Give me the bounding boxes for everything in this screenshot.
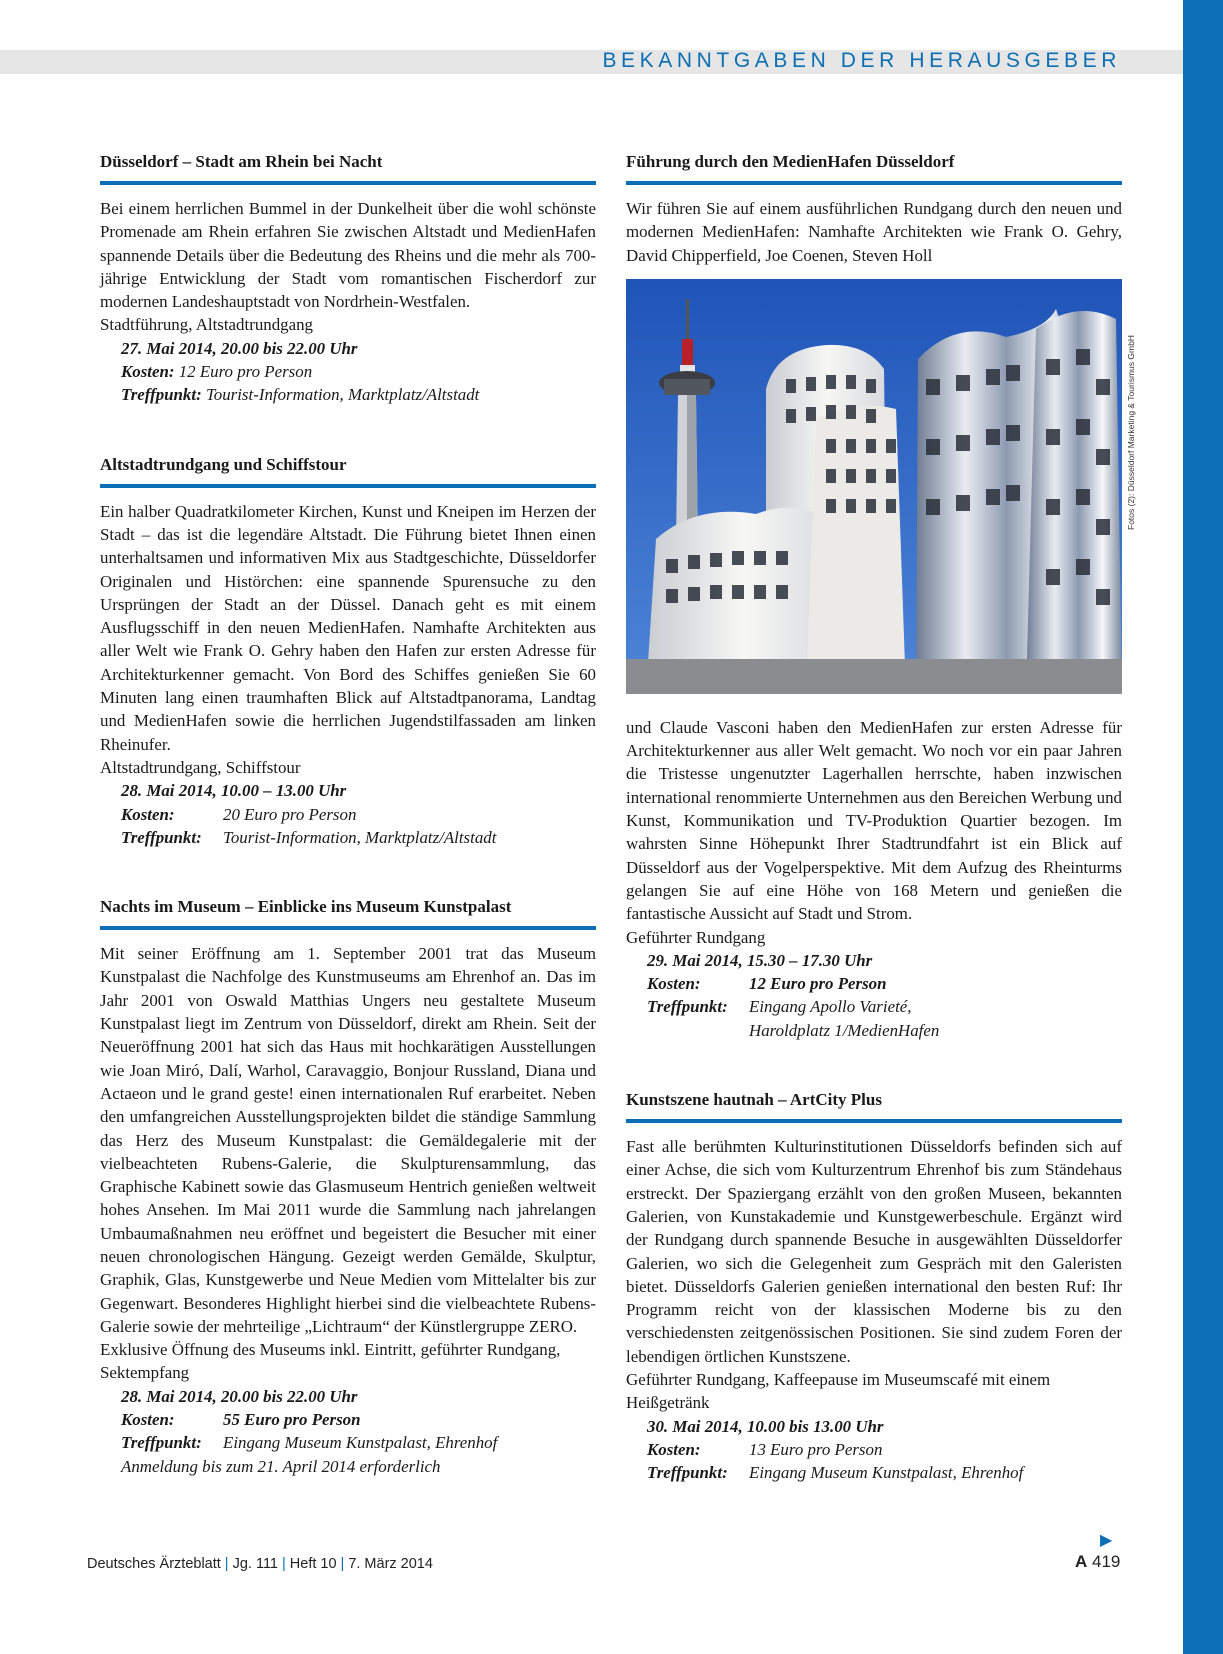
article-type: Geführter Rundgang [626, 927, 766, 947]
article-medienhafen-tour [626, 150, 1122, 1042]
meet-label: Treffpunkt: [647, 997, 728, 1017]
meet-label: Treffpunkt: [121, 827, 202, 847]
meet-value: Eingang Apollo Varieté, [749, 997, 912, 1017]
event-info [626, 1415, 1122, 1485]
meet-label: Treffpunkt: [121, 1433, 202, 1453]
gehry-buildings-image [626, 279, 1122, 694]
article-title: Kunstszene hautnah – ArtCity Plus [626, 1088, 1122, 1123]
event-info [100, 1385, 596, 1478]
article-body: Fast alle berühmten Kulturinstitutionen Düsseldorfs befinden sich auf einer Achse, die sich vom Kulturzentrum Ehrenhof bis zum Ständehaus erstreckt. Der Spaziergang erzählt von den großen Museen, bekannten Galerien, von Kunstakademie und Kunstgewerbeschule. Ergänzt wird der Rundgang durch spannende Besuche in ausgewählten Düsseldorfer Galerien, wo sich die Gelegenheit zum Gespräch mit den Galeristen bietet. Düsseldorfs Galerien genießen international den besten Ruf: Ihr Programm reicht von der klassischen Moderne bis zu den verschiedensten zeitgenössischen Positionen. Sie sind zudem Foren der lebendigen örtlichen Kunstszene. [626, 1137, 1122, 1366]
event-cost [647, 1438, 1122, 1461]
right-column [626, 150, 1122, 1485]
event-date: 27. Mai 2014, 20.00 bis 22.00 Uhr [121, 338, 358, 358]
article-type: Exklusive Öffnung des Museums inkl. Eintritt, geführter Rundgang, Sektempfang [100, 1340, 561, 1383]
meet-label: Treffpunkt: [121, 385, 202, 405]
cost-label: Kosten: [121, 1410, 175, 1430]
meet-value: Tourist-Information, Marktplatz/Altstadt [223, 827, 497, 847]
meet-value: Eingang Museum Kunstpalast, Ehrenhof [749, 1463, 1024, 1483]
cost-value: 55 Euro pro Person [223, 1410, 361, 1430]
article-body: Bei einem herrlichen Bummel in der Dunkelheit über die wohl schönste Promenade am Rhein erfahren Sie zwischen Altstadt und MedienHafen spannende Details über die Bedeutung des Rheins und die mehr als 700-jährige Entwicklung der Stadt vom romantischen Fischerdorf zur modernen Landeshauptstadt von Nordrhein-Westfalen. [100, 199, 596, 312]
event-cost [121, 360, 596, 383]
event-meeting-point [121, 383, 596, 406]
cost-label: Kosten: [647, 974, 701, 994]
meet-value: Eingang Museum Kunstpalast, Ehrenhof [223, 1433, 498, 1453]
photo-credit: Fotos (2): Düsseldorf Marketing & Tourismus GmbH [1126, 335, 1136, 530]
article-title: Altstadtrundgang und Schiffstour [100, 453, 596, 488]
journal-date: 7. März 2014 [348, 1556, 433, 1572]
article-night-tour [100, 150, 596, 407]
page-number [1075, 1552, 1120, 1572]
cost-value: 13 Euro pro Person [749, 1439, 883, 1459]
journal-issue: Heft 10 [289, 1556, 337, 1572]
article-artcity [626, 1088, 1122, 1484]
cost-label: Kosten: [647, 1439, 701, 1459]
section-title: BEKANNTGABEN DER HERAUSGEBER [602, 49, 1121, 72]
article-type: Stadtführung, Altstadtrundgang [100, 315, 313, 335]
article-body: und Claude Vasconi haben den MedienHafen zur ersten Adresse für Architekturkenner aus aller Welt gemacht. Wo noch vor ein paar Jahren die Tristesse ungenutzter Lagerhallen herrschte, haben inzwischen international renommierte Unternehmen aus den Bereichen Werbung und Kunst, Kommunikation und TV-Produktion Quartier bezogen. Im wahrsten Sinne Höhepunkt Ihrer Stadtrundfahrt ist ein Blick auf Düsseldorf aus der Vogelperspektive. Mit dem Aufzug des Rheinturms gelangen Sie auf eine Höhe von 168 Metern und genießen die fantastische Aussicht auf Stadt und Strom. [626, 717, 1122, 924]
event-meeting-point [647, 995, 1122, 1018]
event-cost [647, 972, 1122, 995]
article-type: Geführter Rundgang, Kaffeepause im Museumscafé mit einem Heißgetränk [626, 1370, 1051, 1413]
article-title: Nachts im Museum – Einblicke ins Museum Kunstpalast [100, 895, 596, 930]
event-cost [121, 803, 596, 826]
article-title: Führung durch den MedienHafen Düsseldorf [626, 150, 1122, 185]
event-date: 30. Mai 2014, 10.00 bis 13.00 Uhr [647, 1416, 884, 1436]
event-info [100, 337, 596, 407]
page-prefix: A [1075, 1552, 1088, 1571]
event-meeting-point-line2 [647, 1019, 1122, 1042]
cost-label: Kosten: [121, 362, 175, 382]
article-type: Altstadtrundgang, Schiffstour [100, 757, 301, 777]
cost-value: 20 Euro pro Person [223, 804, 357, 824]
event-meeting-point [121, 826, 596, 849]
blue-side-bar [1183, 0, 1223, 1654]
meet-label: Treffpunkt: [647, 1463, 728, 1483]
event-meeting-point [121, 1431, 596, 1454]
event-info [100, 779, 596, 849]
event-info [626, 949, 1122, 1042]
medienhafen-photo [626, 279, 1122, 694]
event-date: 28. Mai 2014, 10.00 – 13.00 Uhr [121, 781, 347, 801]
event-date: 29. Mai 2014, 15.30 – 17.30 Uhr [647, 950, 873, 970]
footer: Deutsches Ärzteblatt | Jg. 111 | Heft 10 | 7. März 2014 [87, 1556, 433, 1572]
article-museum-night [100, 895, 596, 1478]
article-body-intro: Wir führen Sie auf einem ausführlichen Rundgang durch den neuen und modernen MedienHafen: Namhafte Architekten wie Frank O. Gehry, David Chipperfield, Joe Coenen, Steven Holl [626, 199, 1122, 265]
article-body: Ein halber Quadratkilometer Kirchen, Kunst und Kneipen im Herzen der Stadt – das ist die legendäre Altstadt. Die Führung bietet Ihnen einen unterhaltsamen und informativen Mix aus Stadtgeschichte, Düsseldorfer Originalen und Histörchen: eine spannende Spurensuche zu den Ursprüngen der Stadt an der Düssel. Danach geht es mit einem Ausflugsschiff in den neuen MedienHafen. Namhafte Architekten aus aller Welt wie Frank O. Gehry haben den Hafen zur ersten Adresse für Architekturkenner gemacht. Von Bord des Schiffes genießen Sie 60 Minuten lang einen traumhaften Blick auf Altstadtpanorama, Landtag und MedienHafen sowie die herrlichen Jugendstilfassaden am linken Rheinufer. [100, 501, 596, 754]
event-date: 28. Mai 2014, 20.00 bis 22.00 Uhr [121, 1386, 358, 1406]
registration-note: Anmeldung bis zum 21. April 2014 erforderlich [121, 1456, 441, 1476]
meet-value-line2: Haroldplatz 1/MedienHafen [749, 1020, 940, 1040]
cost-value: 12 Euro pro Person [178, 362, 313, 382]
event-cost [121, 1408, 596, 1431]
continue-arrow-icon: ▶ [1100, 1532, 1113, 1549]
journal-name: Deutsches Ärzteblatt [87, 1556, 221, 1572]
cost-value: 12 Euro pro Person [749, 974, 887, 994]
cost-label: Kosten: [121, 804, 175, 824]
page-number-value: 419 [1092, 1552, 1121, 1571]
article-old-town-boat-tour [100, 453, 596, 849]
article-body: Mit seiner Eröffnung am 1. September 2001 trat das Museum Kunstpalast die Nachfolge des Kunstmuseums am Ehrenhof an. Das im Jahr 2001 von Oswald Matthias Ungers neu gestaltete Museum Kunstpalast liegt im Zentrum von Düsseldorf, direkt am Rhein. Seit der Neueröffnung 2001 hat sich das Haus mit hochkarätigen Ausstellungen wie Joan Miró, Dalí, Warhol, Caravaggio, Bonjour Russland, Diana und Actaeon und le grand geste! einen internationalen Ruf erarbeitet. Neben den umfangreichen Ausstellungsprojekten bildet die ständige Sammlung das Herz des Museum Kunstpalast: die Gemäldegalerie mit der vielbeachteten Rubens-Galerie, die Skulpturensammlung, das Graphische Kabinett sowie das Glasmuseum Hentrich genießen weltweit hohes Ansehen. Im Mai 2011 wurde die Sammlung nach jahrelangen Umbaumaßnahmen neu eröffnet und begeistert die Besucher mit einer neuen chronologischen Hängung. Gezeigt werden Gemälde, Skulptur, Graphik, Glas, Kunstgewerbe und Neue Medien vom Mittelalter bis zur Gegenwart. Besonderes Highlight hierbei sind die vielbeachtete Rubens-Galerie sowie der mehrteilige „Lichtraum“ der Künstlergruppe ZERO. [100, 944, 596, 1336]
left-column [100, 150, 596, 1478]
meet-value: Tourist-Information, Marktplatz/Altstadt [205, 385, 480, 405]
journal-volume: Jg. 111 [232, 1556, 278, 1572]
event-meeting-point [647, 1461, 1122, 1484]
article-title: Düsseldorf – Stadt am Rhein bei Nacht [100, 150, 596, 185]
